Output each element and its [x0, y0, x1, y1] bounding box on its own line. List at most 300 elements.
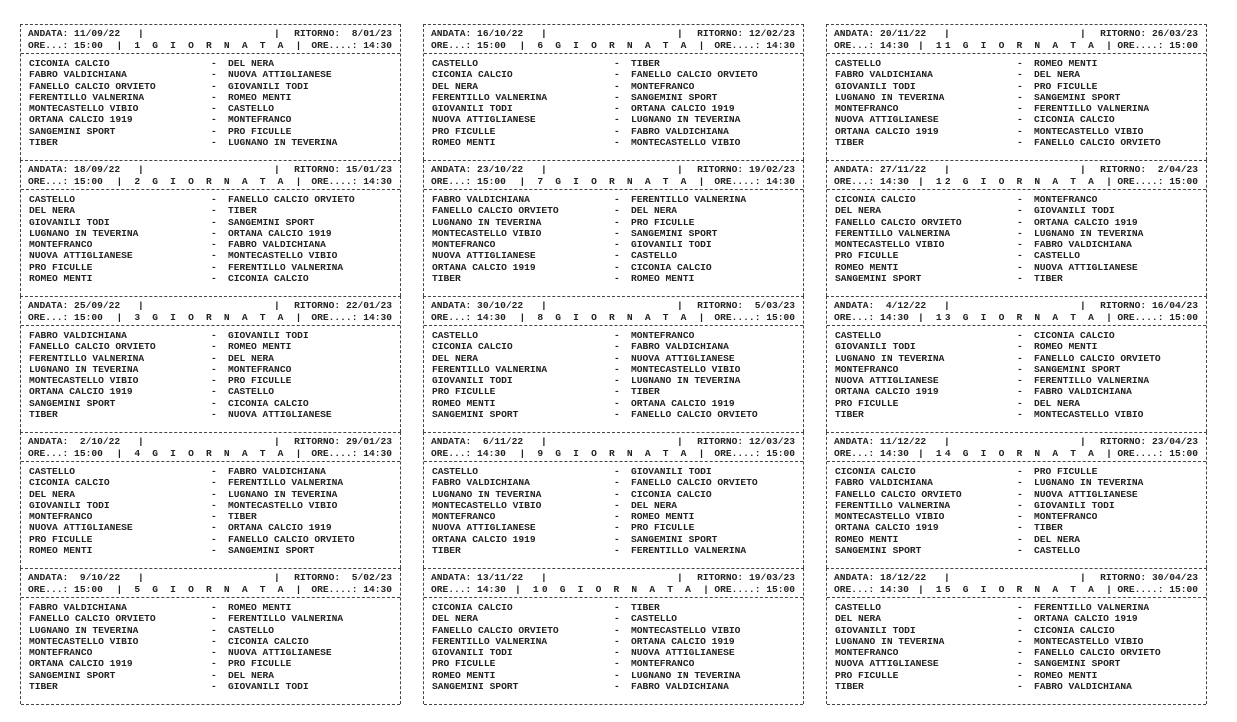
home-team: SANGEMINI SPORT [432, 681, 519, 693]
away-team: MONTECASTELLO VIBIO [228, 250, 338, 262]
match-row [835, 92, 1206, 103]
match-row [835, 353, 1206, 364]
match-row [835, 658, 1206, 669]
home-team: FERENTILLO VALNERINA [835, 499, 951, 511]
away-team: SANGEMINI SPORT [631, 227, 718, 239]
away-team: LUGNANO IN TEVERINA [631, 375, 741, 387]
match-row [835, 522, 1206, 533]
ritorno-time: ORE....: 15:00 [1117, 312, 1198, 323]
vs-dash: - [614, 522, 620, 534]
andata-date: ANDATA: 13/11/22 [431, 572, 524, 583]
away-team: CASTELLO [1034, 545, 1081, 557]
home-team: GIOVANILI TODI [835, 80, 916, 92]
away-team: TIBER [631, 58, 660, 69]
match-row [29, 658, 400, 669]
away-team: GIOVANILI TODI [228, 80, 309, 92]
home-team: GIOVANILI TODI [432, 103, 513, 115]
giornata-label: | 3 G I O R N A T A | [116, 312, 305, 323]
vs-dash: - [211, 647, 217, 659]
home-team: FANELLO CALCIO ORVIETO [835, 216, 962, 228]
separator: | [274, 436, 280, 447]
away-team: CASTELLO [631, 250, 678, 262]
match-row [432, 353, 803, 364]
away-team: ROMEO MENTI [228, 341, 292, 353]
home-team: DEL NERA [432, 80, 479, 92]
vs-dash: - [614, 386, 620, 398]
round-header [827, 25, 1206, 54]
away-team: DEL NERA [1034, 397, 1081, 409]
vs-dash: - [1017, 125, 1023, 137]
separator: | [541, 436, 547, 447]
round-block [20, 432, 401, 568]
round-header [827, 569, 1206, 598]
away-team: GIOVANILI TODI [1034, 205, 1115, 217]
match-row [835, 409, 1206, 420]
away-team: LUGNANO IN TEVERINA [1034, 227, 1144, 239]
round-block [20, 568, 401, 704]
ritorno-date: RITORNO: 12/03/23 [697, 436, 795, 447]
home-team: SANGEMINI SPORT [835, 273, 922, 285]
round-block [826, 296, 1207, 432]
home-team: ROMEO MENTI [432, 137, 496, 149]
vs-dash: - [211, 363, 217, 375]
andata-date: ANDATA: 11/12/22 [834, 436, 927, 447]
ritorno-time: ORE....: 15:00 [714, 312, 795, 323]
away-team: PRO FICULLE [228, 658, 292, 670]
home-team: ROMEO MENTI [29, 545, 93, 557]
home-team: LUGNANO IN TEVERINA [432, 216, 542, 228]
vs-dash: - [211, 533, 217, 545]
vs-dash: - [1017, 397, 1023, 409]
vs-dash: - [211, 375, 217, 387]
match-row [432, 58, 803, 69]
match-row [432, 341, 803, 352]
home-team: NUOVA ATTIGLIANESE [835, 114, 939, 126]
home-team: LUGNANO IN TEVERINA [835, 91, 945, 103]
match-row [432, 477, 803, 488]
ritorno-date: RITORNO: 23/04/23 [1100, 436, 1198, 447]
away-team: MONTECASTELLO VIBIO [228, 499, 338, 511]
home-team: PRO FICULLE [835, 250, 899, 262]
match-row [432, 602, 803, 613]
vs-dash: - [614, 533, 620, 545]
round-header [827, 161, 1206, 190]
giornata-label: | 12 G I O R N A T A | [917, 176, 1116, 187]
vs-dash: - [614, 658, 620, 670]
round-header [424, 161, 803, 190]
match-row [29, 341, 400, 352]
vs-dash: - [1017, 624, 1023, 636]
vs-dash: - [211, 58, 217, 69]
andata-time: ORE...: 14:30 [431, 312, 506, 323]
away-team: CICONIA CALCIO [228, 635, 309, 647]
separator: | [274, 572, 280, 583]
ritorno-time: ORE....: 14:30 [714, 176, 795, 187]
home-team: FERENTILLO VALNERINA [432, 363, 548, 375]
round-block [20, 160, 401, 296]
home-team: CICONIA CALCIO [29, 58, 110, 69]
home-team: SANGEMINI SPORT [29, 669, 116, 681]
vs-dash: - [614, 477, 620, 489]
home-team: CASTELLO [29, 466, 76, 477]
home-team: FABRO VALDICHIANA [29, 69, 127, 81]
vs-dash: - [211, 669, 217, 681]
andata-time: ORE...: 14:30 [834, 40, 909, 51]
vs-dash: - [614, 647, 620, 659]
vs-dash: - [211, 330, 217, 341]
vs-dash: - [1017, 137, 1023, 149]
away-team: LUGNANO IN TEVERINA [631, 669, 741, 681]
vs-dash: - [1017, 635, 1023, 647]
match-row [29, 466, 400, 477]
home-team: ORTANA CALCIO 1919 [835, 386, 939, 398]
home-team: TIBER [29, 681, 58, 693]
away-team: TIBER [1034, 522, 1063, 534]
giornata-label: | 10 G I O R N A T A | [514, 584, 713, 595]
ritorno-date: RITORNO: 19/03/23 [697, 572, 795, 583]
vs-dash: - [614, 273, 620, 285]
separator: | [677, 436, 683, 447]
home-team: GIOVANILI TODI [29, 216, 110, 228]
away-team: NUOVA ATTIGLIANESE [228, 409, 332, 421]
match-list [827, 462, 1206, 556]
separator: | [138, 436, 144, 447]
away-team: GIOVANILI TODI [1034, 499, 1115, 511]
away-team: FERENTILLO VALNERINA [228, 261, 344, 273]
match-row [29, 375, 400, 386]
ritorno-date: RITORNO: 12/02/23 [697, 28, 795, 39]
home-team: PRO FICULLE [432, 658, 496, 670]
match-row [432, 625, 803, 636]
match-row [432, 114, 803, 125]
vs-dash: - [211, 545, 217, 557]
away-team: DEL NERA [228, 669, 275, 681]
separator: | [274, 28, 280, 39]
away-team: FABRO VALDICHIANA [1034, 239, 1132, 251]
home-team: CASTELLO [432, 466, 479, 477]
match-row [432, 205, 803, 216]
match-row [432, 126, 803, 137]
away-team: CICONIA CALCIO [631, 488, 712, 500]
vs-dash: - [211, 205, 217, 217]
home-team: FANELLO CALCIO ORVIETO [29, 613, 156, 625]
match-row [29, 602, 400, 613]
match-row [29, 239, 400, 250]
vs-dash: - [211, 511, 217, 523]
away-team: CASTELLO [228, 386, 275, 398]
away-team: MONTEFRANCO [631, 80, 695, 92]
match-row [29, 217, 400, 228]
separator: | [944, 436, 950, 447]
vs-dash: - [211, 624, 217, 636]
match-row [835, 262, 1206, 273]
vs-dash: - [211, 250, 217, 262]
away-team: MONTEFRANCO [631, 330, 695, 341]
home-team: NUOVA ATTIGLIANESE [29, 250, 133, 262]
vs-dash: - [211, 239, 217, 251]
home-team: NUOVA ATTIGLIANESE [432, 522, 536, 534]
ritorno-time: ORE....: 14:30 [311, 176, 392, 187]
vs-dash: - [211, 261, 217, 273]
away-team: ROMEO MENTI [228, 602, 292, 613]
vs-dash: - [1017, 250, 1023, 262]
vs-dash: - [1017, 499, 1023, 511]
match-row [432, 500, 803, 511]
match-row [432, 262, 803, 273]
away-team: FANELLO CALCIO ORVIETO [1034, 352, 1161, 364]
home-team: CICONIA CALCIO [835, 194, 916, 205]
home-team: FANELLO CALCIO ORVIETO [29, 80, 156, 92]
away-team: FERENTILLO VALNERINA [631, 194, 747, 205]
match-list [424, 462, 803, 556]
home-team: CASTELLO [835, 58, 882, 69]
match-row [29, 228, 400, 239]
home-team: MONTEFRANCO [29, 239, 93, 251]
away-team: CASTELLO [631, 613, 678, 625]
match-row [432, 228, 803, 239]
home-team: CASTELLO [29, 194, 76, 205]
away-team: CICONIA CALCIO [228, 273, 309, 285]
vs-dash: - [614, 330, 620, 341]
home-team: SANGEMINI SPORT [835, 545, 922, 557]
away-team: TIBER [228, 205, 257, 217]
vs-dash: - [1017, 58, 1023, 69]
fixture-calendar [20, 24, 1207, 704]
away-team: CICONIA CALCIO [631, 261, 712, 273]
separator: | [274, 164, 280, 175]
away-team: FANELLO CALCIO ORVIETO [631, 477, 758, 489]
vs-dash: - [614, 194, 620, 205]
round-block [20, 24, 401, 160]
giornata-label: | 2 G I O R N A T A | [116, 176, 305, 187]
home-team: LUGNANO IN TEVERINA [29, 227, 139, 239]
ritorno-date: RITORNO: 8/01/23 [294, 28, 392, 39]
home-team: ROMEO MENTI [29, 273, 93, 285]
away-team: MONTECASTELLO VIBIO [631, 137, 741, 149]
away-team: ROMEO MENTI [1034, 669, 1098, 681]
vs-dash: - [1017, 352, 1023, 364]
vs-dash: - [211, 114, 217, 126]
round-block [423, 160, 804, 296]
match-row [835, 398, 1206, 409]
ritorno-time: ORE....: 14:30 [714, 40, 795, 51]
away-team: ORTANA CALCIO 1919 [228, 522, 332, 534]
away-team: CASTELLO [1034, 250, 1081, 262]
match-list [424, 54, 803, 148]
away-team: FANELLO CALCIO ORVIETO [1034, 137, 1161, 149]
match-row [29, 330, 400, 341]
away-team: FERENTILLO VALNERINA [228, 477, 344, 489]
vs-dash: - [614, 216, 620, 228]
away-team: CICONIA CALCIO [1034, 114, 1115, 126]
ritorno-date: RITORNO: 22/01/23 [294, 300, 392, 311]
home-team: CASTELLO [835, 602, 882, 613]
separator: | [541, 300, 547, 311]
away-team: MONTEFRANCO [1034, 511, 1098, 523]
round-block [20, 296, 401, 432]
vs-dash: - [211, 137, 217, 149]
vs-dash: - [211, 273, 217, 285]
away-team: PRO FICULLE [1034, 80, 1098, 92]
home-team: MONTECASTELLO VIBIO [29, 103, 139, 115]
ritorno-time: ORE....: 15:00 [714, 448, 795, 459]
separator: | [1080, 436, 1086, 447]
home-team: MONTEFRANCO [29, 647, 93, 659]
round-header [21, 25, 400, 54]
ritorno-time: ORE....: 15:00 [714, 584, 795, 595]
match-row [432, 613, 803, 624]
match-row [29, 647, 400, 658]
giornata-label: | 8 G I O R N A T A | [519, 312, 708, 323]
away-team: TIBER [631, 602, 660, 613]
andata-date: ANDATA: 18/09/22 [28, 164, 121, 175]
home-team: TIBER [835, 137, 864, 149]
match-row [29, 409, 400, 420]
away-team: FABRO VALDICHIANA [631, 341, 729, 353]
home-team: FABRO VALDICHIANA [835, 477, 933, 489]
round-header [21, 161, 400, 190]
home-team: ORTANA CALCIO 1919 [835, 125, 939, 137]
andata-time: ORE...: 15:00 [28, 448, 103, 459]
ritorno-time: ORE....: 15:00 [1117, 176, 1198, 187]
round-block [423, 568, 804, 704]
vs-dash: - [1017, 239, 1023, 251]
home-team: NUOVA ATTIGLIANESE [432, 114, 536, 126]
giornata-label: | 4 G I O R N A T A | [116, 448, 305, 459]
andata-date: ANDATA: 25/09/22 [28, 300, 121, 311]
round-header [827, 433, 1206, 462]
match-row [29, 534, 400, 545]
home-team: CICONIA CALCIO [432, 341, 513, 353]
home-team: FANELLO CALCIO ORVIETO [432, 624, 559, 636]
home-team: NUOVA ATTIGLIANESE [432, 250, 536, 262]
match-row [835, 613, 1206, 624]
separator: | [541, 28, 547, 39]
away-team: ORTANA CALCIO 1919 [631, 397, 735, 409]
match-row [432, 69, 803, 80]
match-row [432, 647, 803, 658]
ritorno-date: RITORNO: 26/03/23 [1100, 28, 1198, 39]
match-row [835, 647, 1206, 658]
separator: | [944, 300, 950, 311]
andata-time: ORE...: 14:30 [431, 448, 506, 459]
vs-dash: - [614, 137, 620, 149]
ritorno-date: RITORNO: 15/01/23 [294, 164, 392, 175]
vs-dash: - [1017, 205, 1023, 217]
home-team: MONTECASTELLO VIBIO [29, 635, 139, 647]
home-team: TIBER [835, 409, 864, 421]
home-team: PRO FICULLE [29, 533, 93, 545]
home-team: GIOVANILI TODI [432, 647, 513, 659]
away-team: FANELLO CALCIO ORVIETO [228, 533, 355, 545]
vs-dash: - [211, 397, 217, 409]
home-team: TIBER [432, 545, 461, 557]
match-row [29, 126, 400, 137]
home-team: ROMEO MENTI [432, 669, 496, 681]
away-team: TIBER [228, 511, 257, 523]
ritorno-date: RITORNO: 19/02/23 [697, 164, 795, 175]
home-team: MONTEFRANCO [29, 511, 93, 523]
match-row [432, 398, 803, 409]
away-team: FERENTILLO VALNERINA [631, 545, 747, 557]
ritorno-time: ORE....: 14:30 [311, 40, 392, 51]
vs-dash: - [614, 499, 620, 511]
home-team: FANELLO CALCIO ORVIETO [432, 205, 559, 217]
match-row [29, 386, 400, 397]
vs-dash: - [1017, 477, 1023, 489]
away-team: MONTECASTELLO VIBIO [1034, 409, 1144, 421]
match-row [29, 670, 400, 681]
match-row [432, 658, 803, 669]
match-row [29, 194, 400, 205]
home-team: LUGNANO IN TEVERINA [835, 635, 945, 647]
home-team: DEL NERA [835, 205, 882, 217]
match-row [29, 353, 400, 364]
vs-dash: - [1017, 545, 1023, 557]
vs-dash: - [1017, 681, 1023, 693]
away-team: LUGNANO IN TEVERINA [1034, 477, 1144, 489]
match-row [432, 636, 803, 647]
match-list [21, 598, 400, 692]
separator: | [944, 28, 950, 39]
away-team: MONTEFRANCO [228, 114, 292, 126]
giornata-label: | 5 G I O R N A T A | [116, 584, 305, 595]
round-header [21, 297, 400, 326]
away-team: FABRO VALDICHIANA [1034, 386, 1132, 398]
home-team: DEL NERA [432, 613, 479, 625]
away-team: LUGNANO IN TEVERINA [228, 488, 338, 500]
andata-date: ANDATA: 6/11/22 [431, 436, 524, 447]
separator: | [1080, 300, 1086, 311]
round-block [826, 160, 1207, 296]
home-team: MONTEFRANCO [432, 239, 496, 251]
match-row [432, 330, 803, 341]
match-row [29, 511, 400, 522]
home-team: GIOVANILI TODI [432, 375, 513, 387]
away-team: ROMEO MENTI [631, 273, 695, 285]
match-row [835, 602, 1206, 613]
away-team: FERENTILLO VALNERINA [228, 613, 344, 625]
match-row [835, 386, 1206, 397]
separator: | [138, 572, 144, 583]
away-team: FERENTILLO VALNERINA [1034, 602, 1150, 613]
match-row [432, 681, 803, 692]
match-row [432, 489, 803, 500]
home-team: MONTECASTELLO VIBIO [835, 511, 945, 523]
match-row [29, 250, 400, 261]
vs-dash: - [1017, 273, 1023, 285]
home-team: GIOVANILI TODI [835, 624, 916, 636]
home-team: ROMEO MENTI [835, 533, 899, 545]
andata-date: ANDATA: 18/12/22 [834, 572, 927, 583]
away-team: SANGEMINI SPORT [1034, 658, 1121, 670]
away-team: MONTECASTELLO VIBIO [631, 624, 741, 636]
match-row [835, 114, 1206, 125]
home-team: ORTANA CALCIO 1919 [432, 261, 536, 273]
home-team: GIOVANILI TODI [835, 341, 916, 353]
match-row [29, 205, 400, 216]
away-team: FERENTILLO VALNERINA [1034, 375, 1150, 387]
vs-dash: - [614, 352, 620, 364]
match-row [29, 625, 400, 636]
away-team: MONTECASTELLO VIBIO [631, 363, 741, 375]
vs-dash: - [1017, 194, 1023, 205]
match-row [835, 137, 1206, 148]
match-row [432, 103, 803, 114]
vs-dash: - [614, 602, 620, 613]
vs-dash: - [1017, 91, 1023, 103]
andata-time: ORE...: 15:00 [28, 584, 103, 595]
